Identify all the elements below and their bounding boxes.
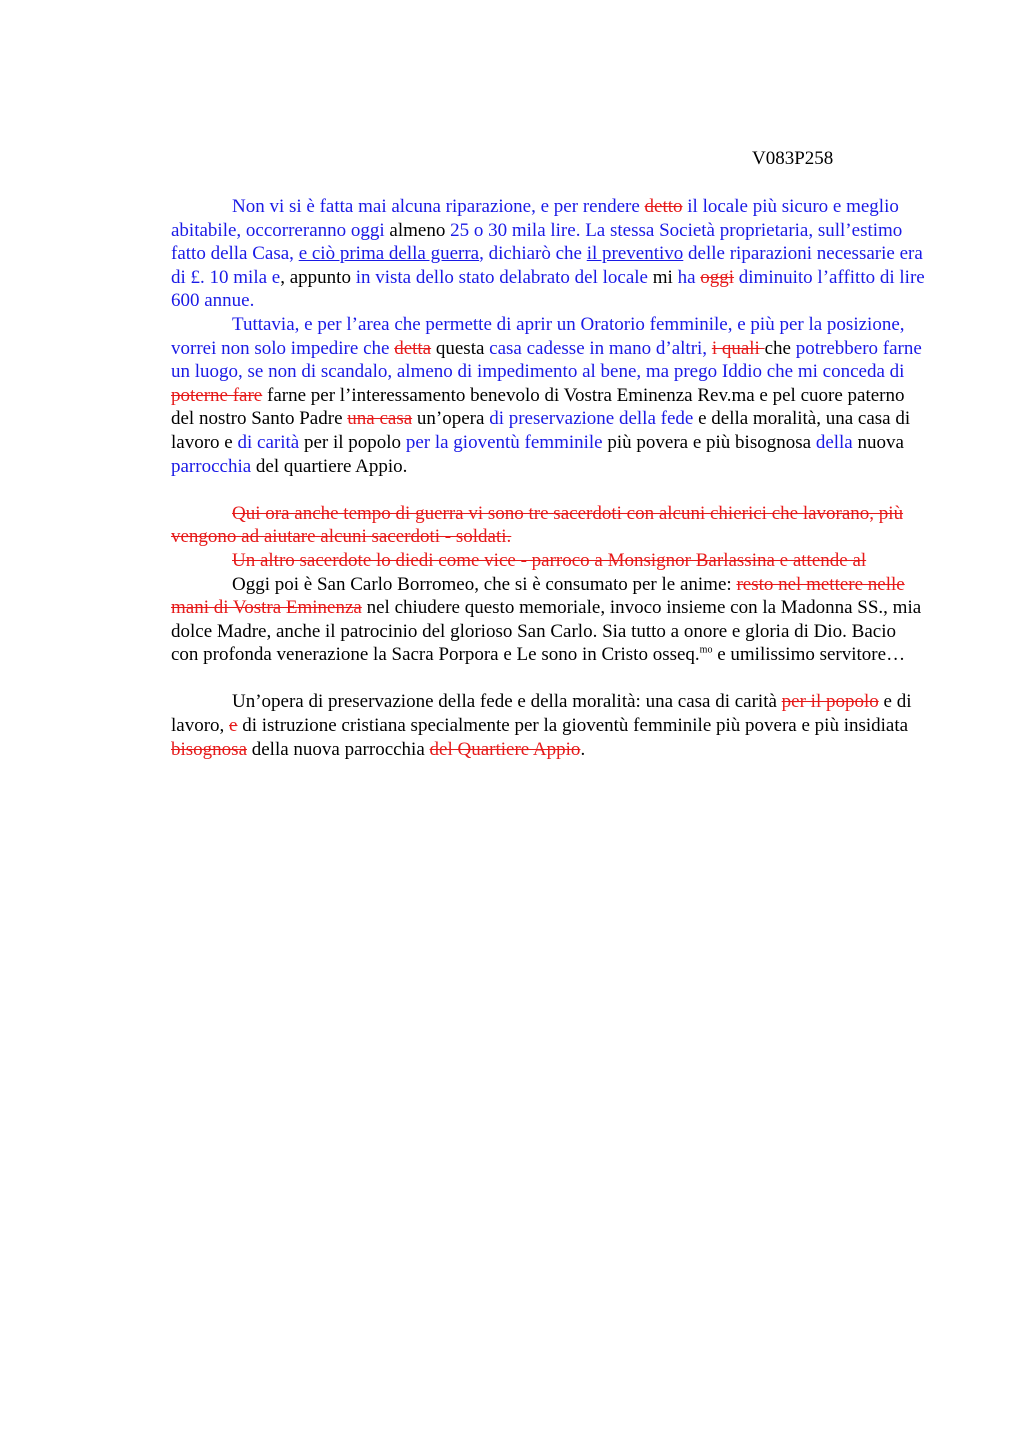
para2-run-0: Tuttavia, e per l’area che permette di aprir un Oratorio femminile, e più per la posizione, vorrei non solo impedire che — [171, 313, 905, 359]
para1-run-4: 25 o 30 mila lire. La stessa Società proprietaria, sull’estimo fatto della Casa, — [171, 219, 903, 265]
para2-run-2: questa — [431, 337, 490, 359]
para1-run-7: il preventivo — [586, 243, 684, 265]
para1-run-9: , appunto — [280, 266, 356, 288]
para5-run-1: resto nel mettere nelle mani di Vostra Eminenza — [171, 573, 905, 619]
para1-run-10: in vista dello stato delabrato del locale — [355, 266, 648, 288]
para1-run-14: diminuito l’affitto di lire 600 annue. — [171, 266, 925, 312]
paragraph-repairs — [171, 195, 926, 313]
paragraph-closing — [171, 573, 926, 667]
para5-run-2: nel chiudere questo memoriale, invoco insieme con la Madonna SS., mia dolce Madre, anche il patrocinio del glorioso San Carlo. Sia tutto a onore e gloria di Dio. Bacio con profonda venerazione la Sacra Porpora e Le sono in Cristo osseq. — [171, 597, 922, 666]
para4-run-0: Un altro sacerdote lo diedi come vice - parroco a Monsignor Barlassina e attende al — [232, 549, 867, 571]
para2-run-15: per la gioventù femminile — [405, 431, 603, 453]
paragraph-oratory — [171, 313, 926, 478]
para2-run-4: i quali — [711, 337, 765, 359]
para1-run-1: detto — [644, 196, 683, 217]
para3-run-0: Qui ora anche tempo di guerra vi sono tre sacerdoti con alcuni chierici che lavorano, più vengono ad aiutare alcuni sacerdoti - soldati. — [171, 502, 904, 548]
para2-run-10: un’opera — [412, 408, 490, 430]
para1-run-8: delle riparazioni necessarie era di £. 10 mila e — [171, 243, 923, 288]
para2-run-19: parrocchia — [171, 455, 252, 477]
para5-run-3: mo — [699, 644, 713, 656]
paragraph-gap — [171, 667, 926, 691]
para2-run-8: farne per l’interessamento benevolo di Vostra Eminenza Rev.ma e pel cuore paterno del nostro Santo Padre — [171, 384, 905, 430]
para6-run-1: per il popolo — [781, 691, 879, 713]
para2-run-5: che — [764, 337, 796, 359]
para2-run-1: detta — [394, 337, 432, 359]
para1-run-11: mi — [648, 266, 678, 288]
para1-run-2: il locale più sicuro e meglio abitabile, occorreranno oggi — [171, 196, 899, 241]
para2-run-12: e della moralità, una casa di lavoro e — [171, 408, 911, 453]
para2-run-17: della — [815, 431, 853, 453]
para2-run-16: più povera e più bisognosa — [602, 431, 816, 453]
para6-run-7: del Quartiere Appio — [429, 738, 581, 760]
para6-run-4: di istruzione cristiana specialmente per la gioventù femminile più povera e più insidiata — [237, 715, 909, 737]
para2-run-13: di carità — [237, 431, 300, 453]
para2-run-20: del quartiere Appio. — [251, 455, 408, 477]
paragraph-gap — [171, 478, 926, 502]
para1-run-0: Non vi si è fatta mai alcuna riparazione, e per rendere — [232, 196, 645, 217]
para6-run-5: bisognosa — [171, 738, 247, 760]
para6-run-3: e — [229, 715, 238, 737]
para2-run-3: casa cadesse in mano d’altri, — [489, 337, 712, 359]
para2-run-14: per il popolo — [299, 431, 406, 453]
para1-run-6: , dichiarò che — [479, 243, 587, 265]
para6-run-0: Un’opera di preservazione della fede e della moralità: una casa di carità — [232, 691, 782, 713]
para1-run-3: almeno — [384, 219, 451, 241]
para5-run-4: e umilissimo servitore… — [712, 644, 906, 666]
para1-run-12: ha — [677, 266, 701, 288]
paragraph-summary — [171, 690, 926, 761]
para1-run-13: oggi — [700, 266, 735, 288]
para1-run-5: e ciò prima della guerra — [298, 243, 480, 265]
para2-run-6: potrebbero farne un luogo, se non di scandalo, almeno di impedimento al bene, ma prego Iddio che mi conceda di — [171, 337, 922, 383]
para2-run-7: poterne fare — [171, 384, 263, 406]
para5-run-0: Oggi poi è San Carlo Borromeo, che si è consumato per le anime: — [232, 573, 737, 595]
document-id: V083P258 — [752, 148, 834, 169]
paragraph-priests-deleted — [171, 502, 926, 549]
para6-run-6: della nuova parrocchia — [247, 738, 430, 760]
para2-run-9: una casa — [347, 408, 413, 430]
paragraph-vice-parroco-deleted — [171, 549, 926, 573]
para2-run-18: nuova — [852, 431, 904, 453]
document-body — [171, 195, 926, 761]
para2-run-11: di preservazione della fede — [489, 408, 694, 430]
para6-run-8: . — [580, 738, 586, 760]
para6-run-2: e di lavoro, — [171, 691, 912, 737]
